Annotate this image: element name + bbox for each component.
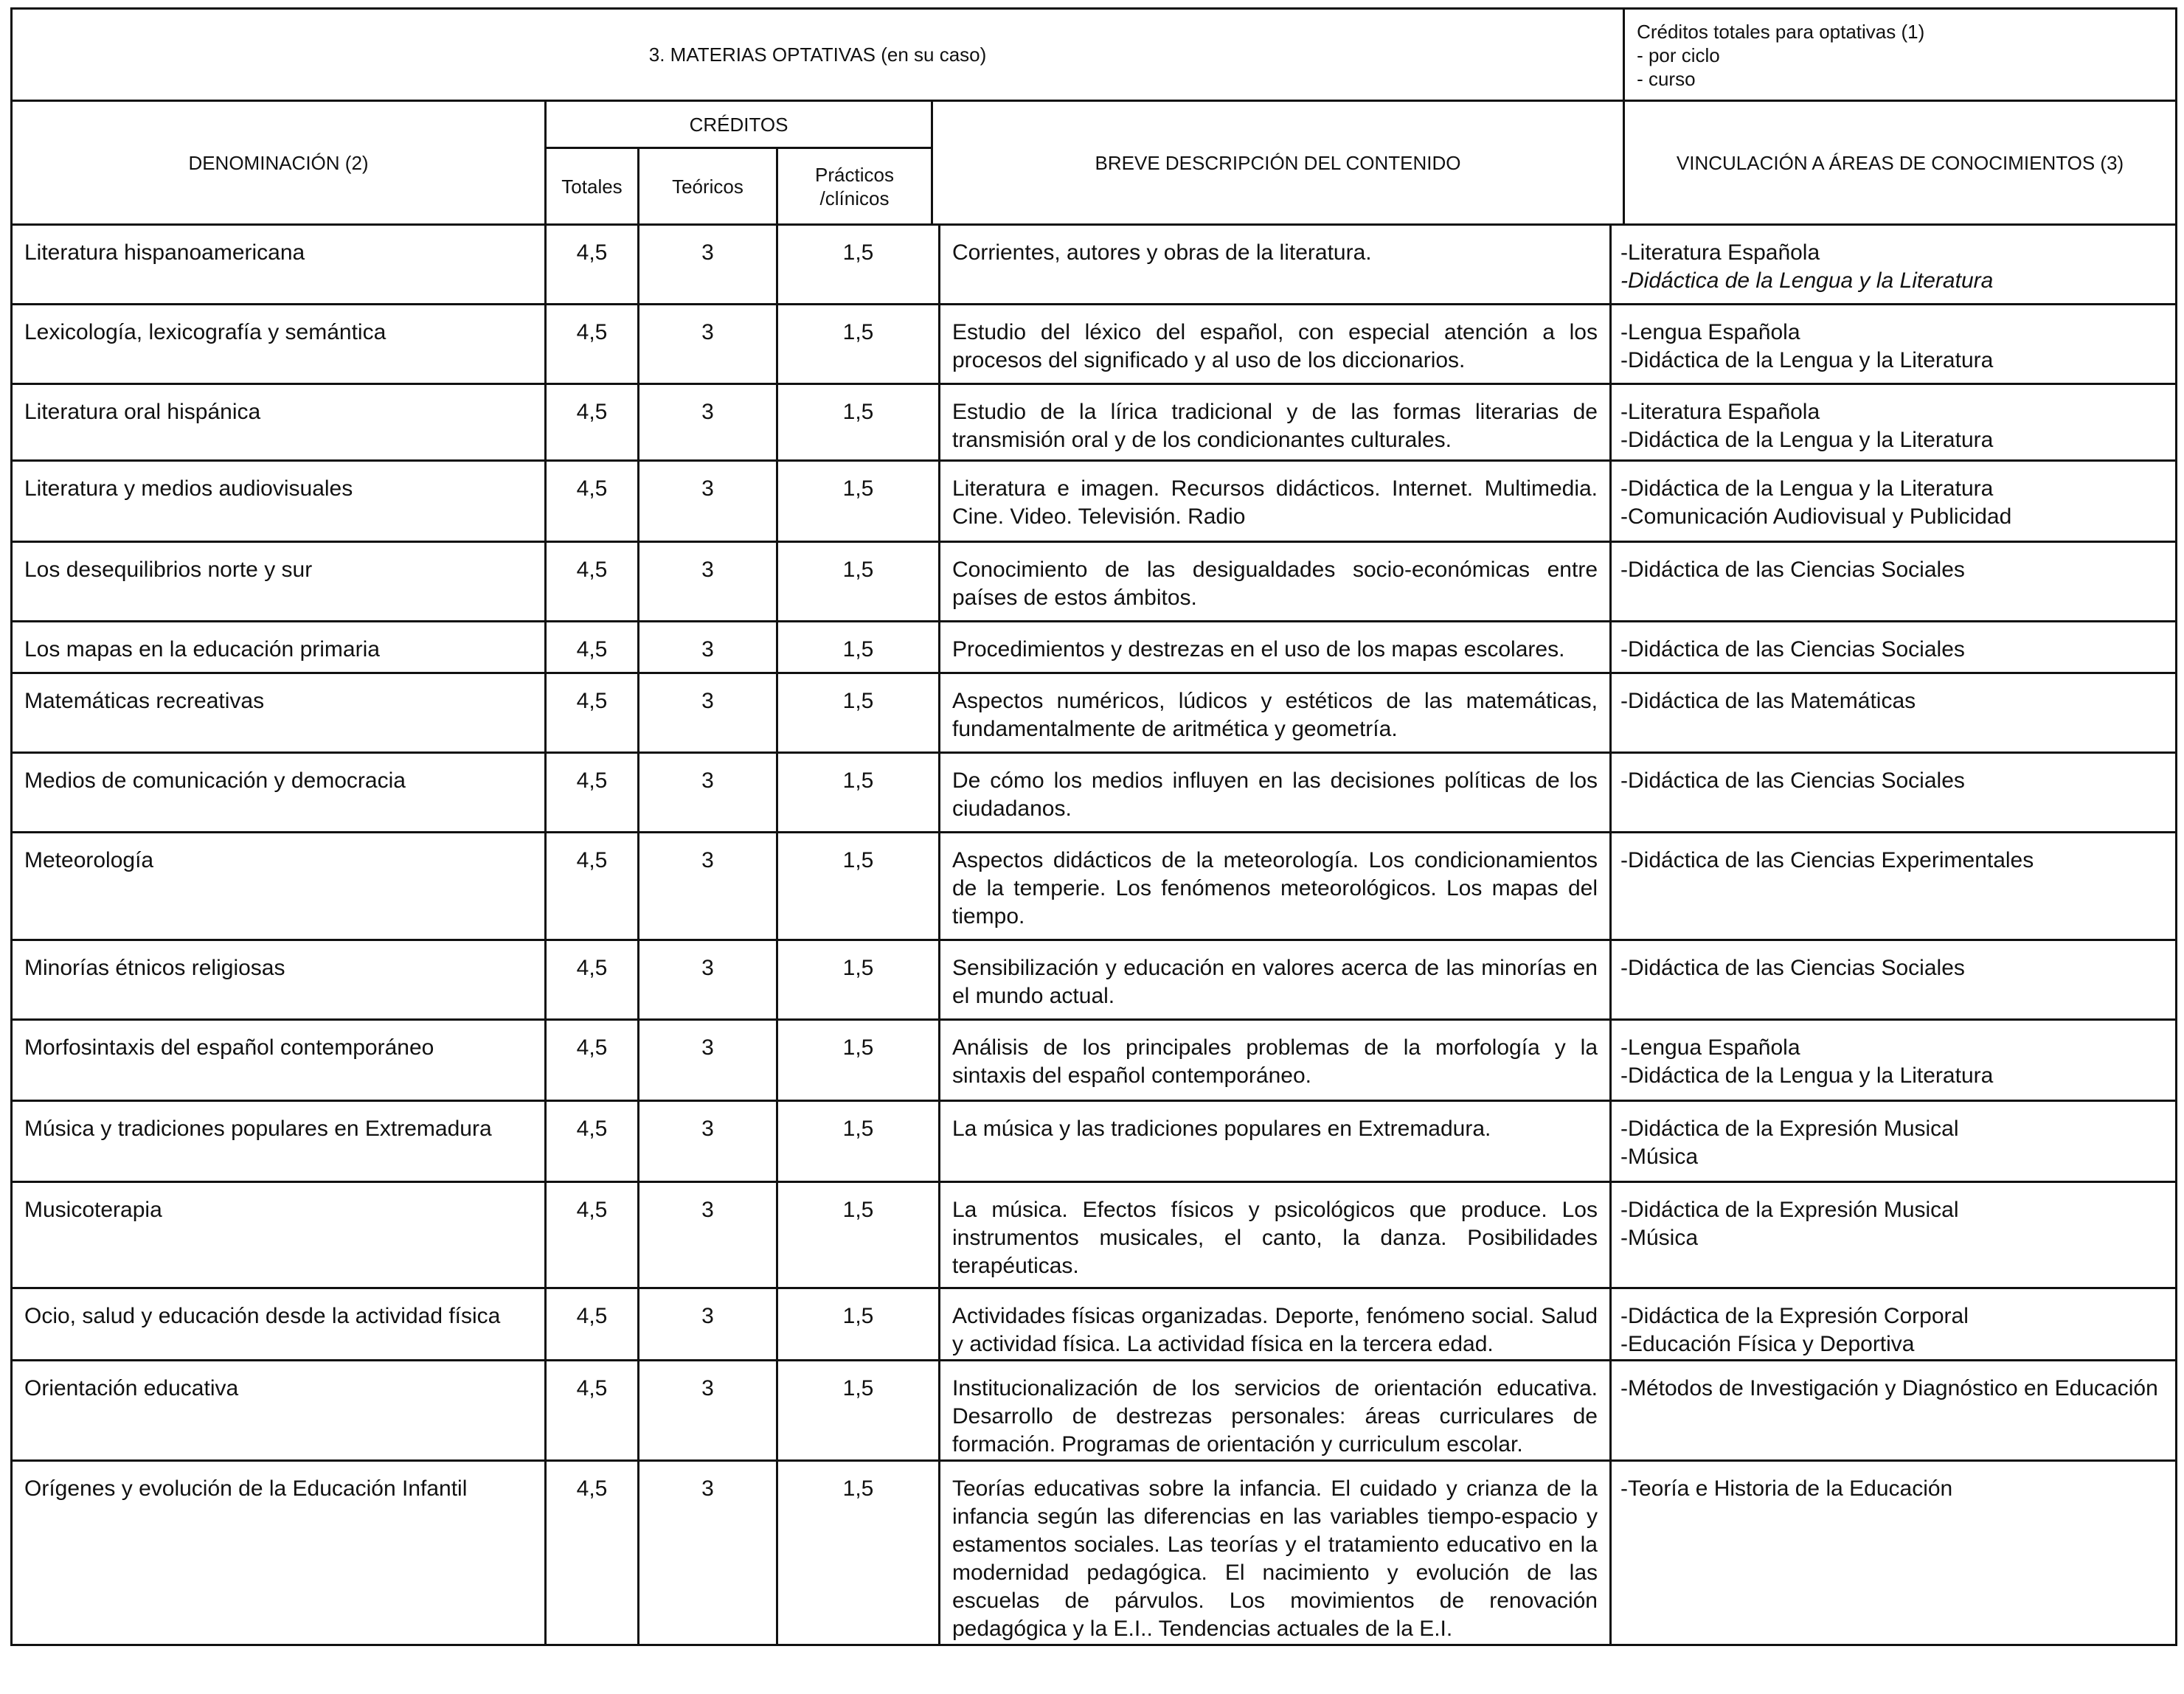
knowledge-areas xyxy=(1611,940,2177,1020)
header-table xyxy=(10,7,2177,226)
content-description: Institucionalización de los servicios de orientación educativa. Desarrollo de destrezas personales: áreas curriculares de formación. Programas de orientación y curriculum escolar. xyxy=(940,1361,1611,1461)
area-item: -Comunicación Audiovisual y Publicidad xyxy=(1620,504,2012,529)
credits-practicos: 1,5 xyxy=(777,461,940,542)
table-row xyxy=(12,940,2177,1020)
content-description: Aspectos numéricos, lúdicos y estéticos de las matemáticas, fundamentalmente de aritmética y geometría. xyxy=(940,673,1611,753)
credits-totales: 4,5 xyxy=(546,1461,639,1645)
credits-teoricos: 3 xyxy=(639,1361,777,1461)
credits-practicos: 1,5 xyxy=(777,940,940,1020)
credits-teoricos: 3 xyxy=(639,1101,777,1182)
area-item: -Didáctica de la Lengua y la Literatura xyxy=(1620,476,1994,501)
knowledge-areas xyxy=(1611,542,2177,622)
table-row xyxy=(12,305,2177,384)
content-description: Sensibilización y educación en valores acerca de las minorías en el mundo actual. xyxy=(940,940,1611,1020)
credits-teoricos: 3 xyxy=(639,622,777,673)
knowledge-areas xyxy=(1611,225,2177,305)
table-row xyxy=(12,542,2177,622)
table-row xyxy=(12,622,2177,673)
table-row xyxy=(12,1461,2177,1645)
subject-name: Música y tradiciones populares en Extremadura xyxy=(12,1101,546,1182)
knowledge-areas xyxy=(1611,461,2177,542)
credits-practicos: 1,5 xyxy=(777,622,940,673)
table-row xyxy=(12,833,2177,940)
area-item: -Didáctica de las Ciencias Sociales xyxy=(1620,558,1965,582)
credits-totales: 4,5 xyxy=(546,461,639,542)
credits-teoricos: 3 xyxy=(639,753,777,833)
subject-name: Medios de comunicación y democracia xyxy=(12,753,546,833)
area-item: -Didáctica de la Lengua y la Literatura xyxy=(1620,428,1994,452)
table-row xyxy=(12,461,2177,542)
credits-totales: 4,5 xyxy=(546,1020,639,1101)
table-row xyxy=(12,1361,2177,1461)
knowledge-areas xyxy=(1611,1182,2177,1288)
area-item: -Literatura Española xyxy=(1620,240,1820,265)
area-item: -Didáctica de las Ciencias Sociales xyxy=(1620,768,1965,793)
credits-practicos: 1,5 xyxy=(777,1101,940,1182)
credits-teoricos: 3 xyxy=(639,461,777,542)
subject-name: Lexicología, lexicografía y semántica xyxy=(12,305,546,384)
credits-practicos: 1,5 xyxy=(777,225,940,305)
credits-teoricos: 3 xyxy=(639,940,777,1020)
credits-teoricos: 3 xyxy=(639,1020,777,1101)
subject-name: Matemáticas recreativas xyxy=(12,673,546,753)
credits-teoricos: 3 xyxy=(639,1182,777,1288)
area-item: -Didáctica de las Ciencias Experimentales xyxy=(1620,848,2034,872)
table-row xyxy=(12,1288,2177,1361)
credits-teoricos: 3 xyxy=(639,1288,777,1361)
col-header-vinculacion: VINCULACIÓN A ÁREAS DE CONOCIMIENTOS (3) xyxy=(1624,101,2177,225)
knowledge-areas xyxy=(1611,1101,2177,1182)
credits-teoricos: 3 xyxy=(639,225,777,305)
area-item: -Lengua Española xyxy=(1620,1035,1800,1060)
credits-totales: 4,5 xyxy=(546,1182,639,1288)
credits-practicos: 1,5 xyxy=(777,1288,940,1361)
knowledge-areas xyxy=(1611,673,2177,753)
credits-practicos: 1,5 xyxy=(777,1182,940,1288)
credits-practicos: 1,5 xyxy=(777,305,940,384)
knowledge-areas xyxy=(1611,384,2177,461)
subject-name: Orientación educativa xyxy=(12,1361,546,1461)
credits-practicos: 1,5 xyxy=(777,833,940,940)
subject-name: Literatura y medios audiovisuales xyxy=(12,461,546,542)
table-row xyxy=(12,1101,2177,1182)
knowledge-areas xyxy=(1611,622,2177,673)
credits-totales: 4,5 xyxy=(546,1101,639,1182)
table-row xyxy=(12,673,2177,753)
area-item: -Didáctica de la Lengua y la Literatura xyxy=(1620,1063,1994,1088)
content-description: Estudio de la lírica tradicional y de las formas literarias de transmisión oral y de los condicionantes culturales. xyxy=(940,384,1611,461)
area-item: -Métodos de Investigación y Diagnóstico en Educación xyxy=(1620,1376,2158,1400)
col-header-creditos: CRÉDITOS xyxy=(546,101,932,148)
table-row xyxy=(12,384,2177,461)
content-description: Conocimiento de las desigualdades socio-económicas entre países de estos ámbitos. xyxy=(940,542,1611,622)
area-item: -Didáctica de las Matemáticas xyxy=(1620,689,1916,713)
area-item: -Lengua Española xyxy=(1620,320,1800,344)
knowledge-areas xyxy=(1611,1361,2177,1461)
subject-name: Literatura hispanoamericana xyxy=(12,225,546,305)
area-item: -Música xyxy=(1620,1145,1699,1169)
subject-name: Morfosintaxis del español contemporáneo xyxy=(12,1020,546,1101)
area-item: -Teoría e Historia de la Educación xyxy=(1620,1476,1953,1501)
credits-practicos: 1,5 xyxy=(777,1020,940,1101)
content-description: De cómo los medios influyen en las decisiones políticas de los ciudadanos. xyxy=(940,753,1611,833)
content-description: Corrientes, autores y obras de la literatura. xyxy=(940,225,1611,305)
credits-note-line: - curso xyxy=(1637,68,1696,90)
subject-name: Literatura oral hispánica xyxy=(12,384,546,461)
subjects-table xyxy=(10,223,2177,1646)
credits-totales: 4,5 xyxy=(546,305,639,384)
area-item: -Educación Física y Deportiva xyxy=(1620,1332,1915,1356)
table-row xyxy=(12,753,2177,833)
content-description: Análisis de los principales problemas de la morfología y la sintaxis del español contemporáneo. xyxy=(940,1020,1611,1101)
table-row xyxy=(12,1020,2177,1101)
table-row xyxy=(12,225,2177,305)
credits-totales: 4,5 xyxy=(546,384,639,461)
credits-teoricos: 3 xyxy=(639,833,777,940)
content-description: Literatura e imagen. Recursos didácticos. Internet. Multimedia. Cine. Video. Televisión. Radio xyxy=(940,461,1611,542)
area-item: -Música xyxy=(1620,1226,1699,1250)
subject-name: Meteorología xyxy=(12,833,546,940)
credits-teoricos: 3 xyxy=(639,673,777,753)
document-page xyxy=(10,7,2175,1689)
content-description: Teorías educativas sobre la infancia. El cuidado y crianza de la infancia según las diferencias en las variables tiempo-espacio y estamentos sociales. Las teorías y el tratamiento educativo en la modernidad pedagógica. El nacimiento y evolución de las escuelas de párvulos. Los movimientos de renovación pedagógica y la E.I.. Tendencias actuales de la E.I. xyxy=(940,1461,1611,1645)
credits-totales: 4,5 xyxy=(546,225,639,305)
credits-practicos: 1,5 xyxy=(777,384,940,461)
credits-totales: 4,5 xyxy=(546,833,639,940)
section-title: 3. MATERIAS OPTATIVAS (en su caso) xyxy=(12,9,1624,101)
credits-teoricos: 3 xyxy=(639,305,777,384)
credits-totales: 4,5 xyxy=(546,1361,639,1461)
knowledge-areas xyxy=(1611,1020,2177,1101)
col-header-denominacion: DENOMINACIÓN (2) xyxy=(12,101,546,225)
content-description: Actividades físicas organizadas. Deporte, fenómeno social. Salud y actividad física. La actividad física en la tercera edad. xyxy=(940,1288,1611,1361)
area-item: -Didáctica de las Ciencias Sociales xyxy=(1620,956,1965,980)
area-item: -Didáctica de la Expresión Musical xyxy=(1620,1198,1959,1222)
content-description: La música y las tradiciones populares en Extremadura. xyxy=(940,1101,1611,1182)
content-description: Estudio del léxico del español, con especial atención a los procesos del significado y al uso de los diccionarios. xyxy=(940,305,1611,384)
subject-name: Musicoterapia xyxy=(12,1182,546,1288)
credits-totales: 4,5 xyxy=(546,753,639,833)
knowledge-areas xyxy=(1611,305,2177,384)
credits-teoricos: 3 xyxy=(639,542,777,622)
credits-practicos: 1,5 xyxy=(777,673,940,753)
area-item: -Didáctica de la Lengua y la Literatura xyxy=(1620,348,1994,372)
subject-name: Ocio, salud y educación desde la actividad física xyxy=(12,1288,546,1361)
credits-teoricos: 3 xyxy=(639,1461,777,1645)
credits-practicos: 1,5 xyxy=(777,542,940,622)
col-header-teoricos: Teóricos xyxy=(639,148,777,225)
subject-name: Los mapas en la educación primaria xyxy=(12,622,546,673)
credits-note-line: Créditos totales para optativas (1) xyxy=(1637,21,1925,43)
subject-name: Orígenes y evolución de la Educación Infantil xyxy=(12,1461,546,1645)
credits-totales: 4,5 xyxy=(546,940,639,1020)
credits-totales: 4,5 xyxy=(546,622,639,673)
area-item: -Didáctica de la Lengua y la Literatura xyxy=(1620,268,1994,293)
credits-teoricos: 3 xyxy=(639,384,777,461)
col-header-practicos: Prácticos /clínicos xyxy=(777,148,932,225)
credits-totales: 4,5 xyxy=(546,673,639,753)
credits-practicos: 1,5 xyxy=(777,1361,940,1461)
content-description: Procedimientos y destrezas en el uso de los mapas escolares. xyxy=(940,622,1611,673)
area-item: -Didáctica de las Ciencias Sociales xyxy=(1620,637,1965,662)
knowledge-areas xyxy=(1611,1461,2177,1645)
col-header-totales: Totales xyxy=(546,148,639,225)
content-description: Aspectos didácticos de la meteorología. Los condicionamientos de la temperie. Los fenómenos meteorológicos. Los mapas del tiempo. xyxy=(940,833,1611,940)
credits-note-line: - por ciclo xyxy=(1637,44,1720,66)
subject-name: Los desequilibrios norte y sur xyxy=(12,542,546,622)
credits-totales: 4,5 xyxy=(546,1288,639,1361)
area-item: -Didáctica de la Expresión Musical xyxy=(1620,1117,1959,1141)
table-row xyxy=(12,1182,2177,1288)
col-header-descripcion: BREVE DESCRIPCIÓN DEL CONTENIDO xyxy=(932,101,1624,225)
credits-totales: 4,5 xyxy=(546,542,639,622)
knowledge-areas xyxy=(1611,833,2177,940)
subject-name: Minorías étnicos religiosas xyxy=(12,940,546,1020)
content-description: La música. Efectos físicos y psicológicos que produce. Los instrumentos musicales, el canto, la danza. Posibilidades terapéuticas. xyxy=(940,1182,1611,1288)
area-item: -Didáctica de la Expresión Corporal xyxy=(1620,1304,1969,1328)
credits-note xyxy=(1624,9,2177,101)
knowledge-areas xyxy=(1611,753,2177,833)
area-item: -Literatura Española xyxy=(1620,400,1820,424)
credits-practicos: 1,5 xyxy=(777,1461,940,1645)
knowledge-areas xyxy=(1611,1288,2177,1361)
credits-practicos: 1,5 xyxy=(777,753,940,833)
